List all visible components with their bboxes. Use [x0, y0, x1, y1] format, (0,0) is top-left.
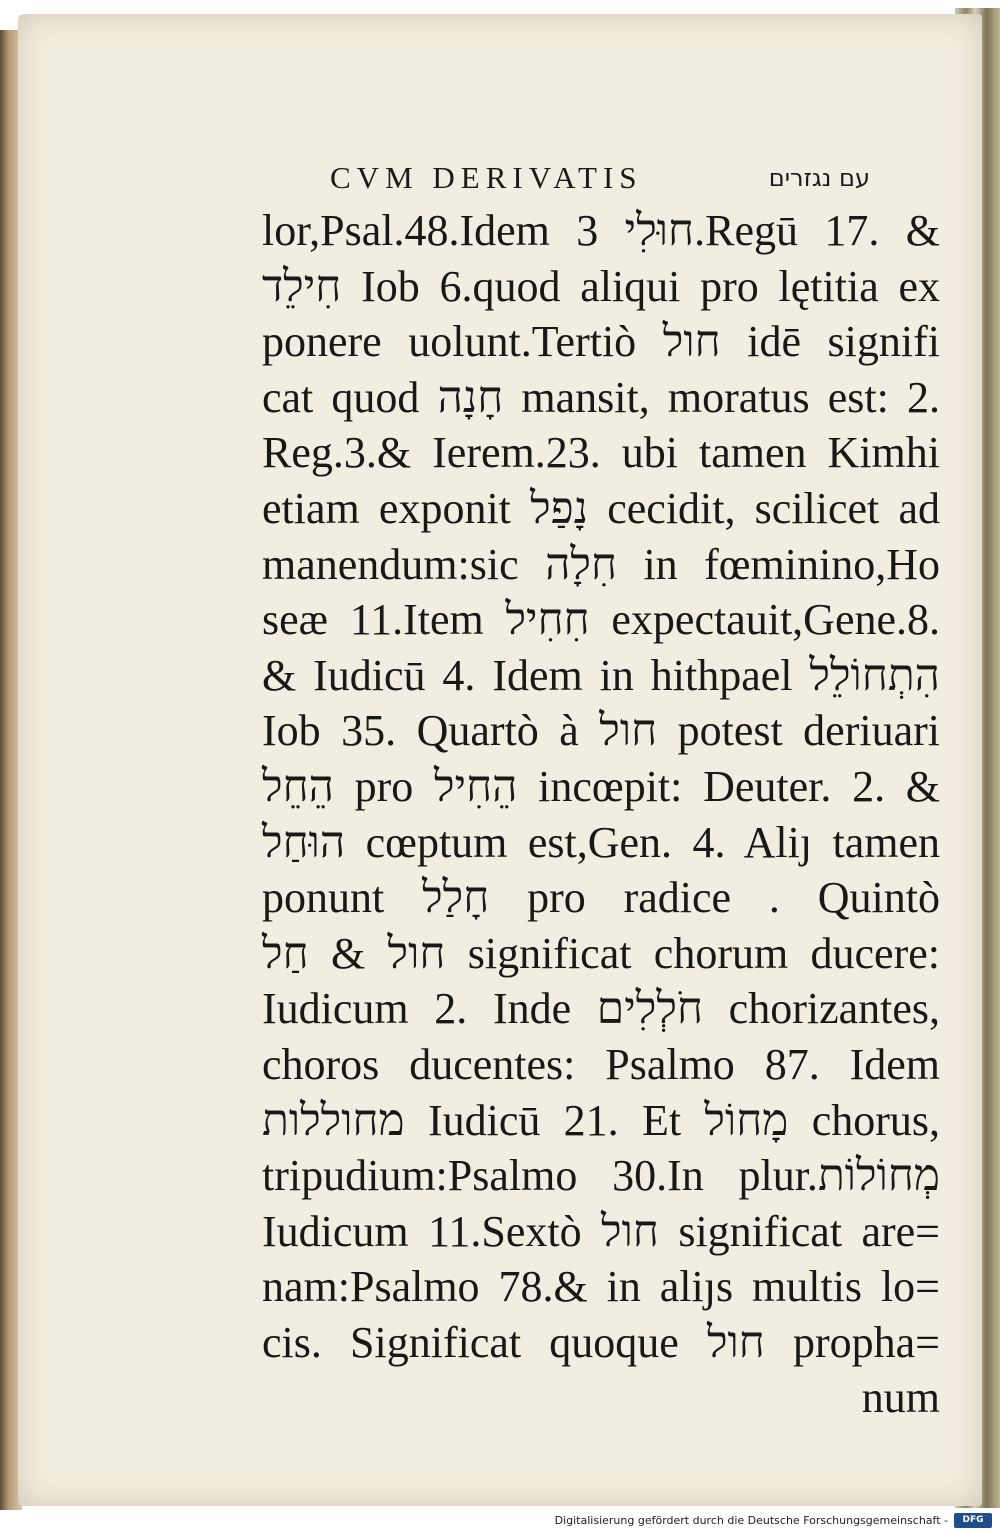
text-line: seæ 11.Item חִחִיל expectauit,Gene.8. [262, 595, 941, 645]
text-line: cis. Significat quoque חול propha= [262, 1317, 940, 1367]
text-line: Reg.3.& Ierem.23. ubi tamen Kimhi [262, 428, 940, 478]
dfg-logo: DFG [954, 1513, 992, 1528]
running-header-hebrew: עם נגזרים [768, 164, 870, 192]
text-line: nam:Psalmo 78.& in aliȷs multis lo= [262, 1262, 940, 1312]
text-line: מחוללות Iudicū 21. Et מָחוֹל chorus, [262, 1095, 940, 1145]
text-line: choros ducentes: Psalmo 87. Idem [262, 1039, 940, 1089]
digitization-credit: Digitalisierung gefördert durch die Deutsche Forschungsgemeinschaft - [554, 1514, 948, 1527]
text-line: הֵחֵל pro הֵחִיל incœpit: Deuter. 2. & [262, 761, 940, 811]
text-line: ponere uolunt.Tertiò חול idē signifi [262, 317, 940, 367]
text-line: ponunt חָלַל pro radice . Quintò [262, 873, 940, 923]
text-line: cat quod חָנָה mansit, moratus est: 2. [262, 372, 940, 422]
text-line: חִילֵד Iob 6.quod aliqui pro lętitia ex [262, 261, 940, 311]
text-line: tripudium:Psalmo 30.In plur.מְחוֹלוֹת [262, 1151, 940, 1201]
text-line: & Iudicū 4. Idem in hithpael הִתְחוֹלֵל [262, 650, 940, 700]
body-text [262, 203, 940, 1426]
text-line: lor,Psal.48.Idem חוּלִי 3.Regū 17. & [262, 206, 941, 255]
text-line: חול & חַל significat chorum ducere: [262, 928, 940, 978]
running-header [330, 158, 870, 198]
running-header-latin: CVM DERIVATIS [330, 160, 643, 195]
text-line: הוּחַל cœptum est,Gen. 4. Aliȷ tamen [262, 817, 940, 867]
text-line: Iudicum 11.Sextò חול significat are= [262, 1206, 940, 1256]
text-line: manendum:sic חִלָה in fœminino,Ho [262, 539, 940, 589]
text-line: Iudicum 2. Inde חֹלְלִים chorizantes, [262, 984, 941, 1034]
catchword: num [861, 1373, 940, 1423]
text-line: Iob 35. Quartò à חול potest deriuari [262, 706, 940, 756]
text-line: etiam exponit נָפַל cecidit, scilicet ad [262, 483, 941, 533]
